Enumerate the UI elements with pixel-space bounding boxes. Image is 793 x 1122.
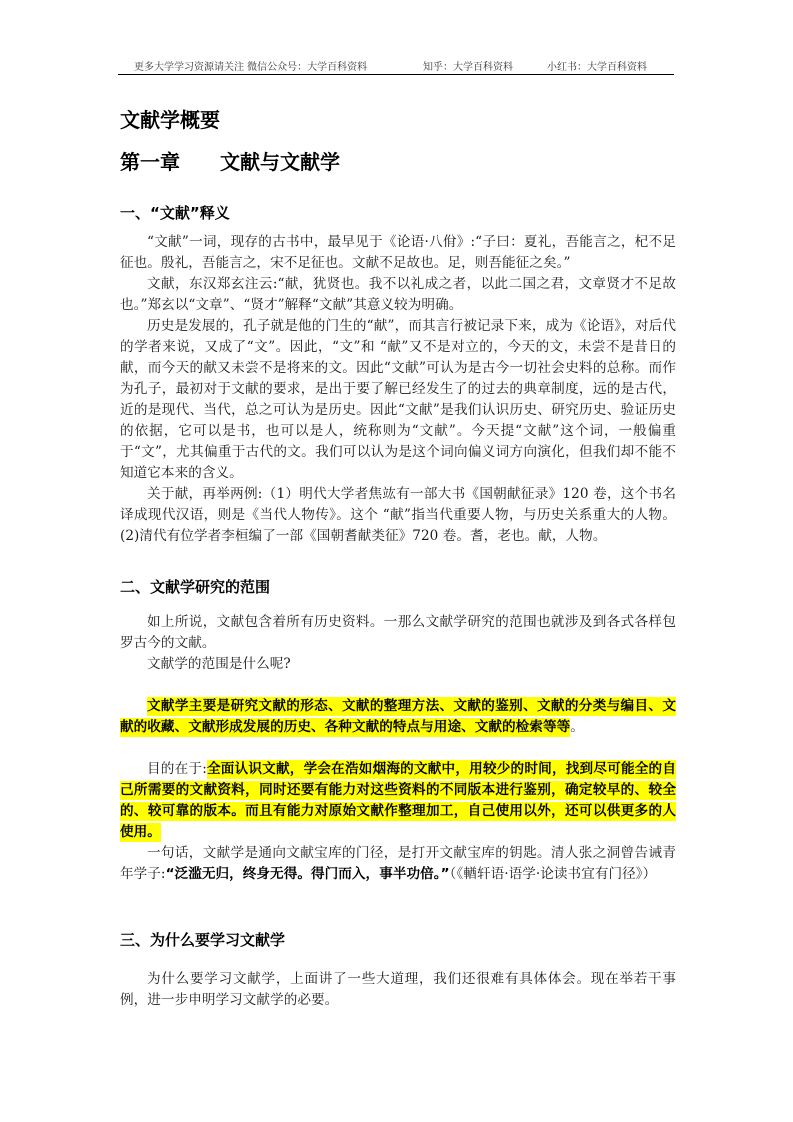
purpose-paragraph — [120, 759, 676, 843]
paragraph: 关于献，再举两例:（1）明代大学者焦竑有一部大书《国朝献征录》120 卷，这个书名译成现代汉语，则是《当代人物传》。这个 “献”指当代重要人物，与历史关系重大的人物。(2)清代有位学者李桓编了一部《国朝耆献类征》720 卷。耆，老也。献，人物。 — [120, 486, 676, 544]
section-heading-2: 二、文献学研究的范围 — [120, 578, 271, 596]
paragraph: 历史是发展的，孔子就是他的门生的“献”，而其言行被记录下来，成为《论语》，对后代的学者来说，又成了“文”。因此，“文”和 “献”又不是对立的，今天的文，未尝不是昔日的献，而今天的献又未尝不是将来的文。因此“文献”可认为是古今一切社会史料的总称。而作为孔子，最初对于文献的要求，是出于要了解已经发生了的过去的典章制度，远的是古代，近的是现代、当代，总之可认为是历史。因此“文献”是我们认识历史、研究历史、验证历史的依据，它可以是书，也可以是人，统称则为“文献”。今天提“文献”这个词，一般偏重于“文”，尤其偏重于古代的文。我们可以认为是这个词向偏义词方向演化，但我们却不能不知道它本来的含义。 — [120, 318, 676, 481]
page-header — [118, 56, 674, 75]
paragraph: 文献，东汉郑玄注云:“献，犹贤也。我不以礼成之者，以此二国之君，文章贤才不足故也。”郑玄以“文章”、“贤才”解释“文献”其意义较为明确。 — [120, 276, 676, 313]
highlighted-text: 全面认识文献，学会在浩如烟海的文献中，用较少的时间，找到尽可能全的自己所需要的文献资料，同时还要有能力对这些资料的不同版本进行鉴别，确定较早的、较全的、较可靠的版本。而且有能力对原始文献作整理加工，自己使用以外，还可以供更多的人使用。 — [120, 761, 676, 840]
paragraph-tail: 。 — [570, 719, 584, 735]
paragraph: 文献学的范围是什么呢? — [147, 656, 291, 672]
section-heading-3: 三、为什么要学习文献学 — [120, 931, 286, 949]
header-xiaohongshu-note: 小红书：大学百科资料 — [547, 62, 647, 73]
highlighted-text: 文献学主要是研究文献的形态、文献的整理方法、文献的鉴别、文献的分类与编目、文献的收藏、文献形成发展的历史、各种文献的特点与用途、文献的检索等等 — [120, 698, 676, 735]
chapter-name: 文献与文献学 — [220, 150, 340, 174]
paragraph: 为什么要学习文献学，上面讲了一些大道理，我们还很难有具体体会。现在举若干事例，进一步申明学习文献学的必要。 — [120, 971, 676, 1008]
quote-text: “泛滥无归，终身无得。得门而入，事半功倍。” — [165, 866, 450, 882]
highlighted-scope-paragraph — [120, 696, 676, 738]
section-heading-1: 一、“文献”释义 — [120, 204, 230, 222]
quote-lead: 一句话，文献学是通向文献宝库的门径，是打开文献宝库的钥匙。清人张之洞曾告诫青年学子: — [120, 845, 676, 882]
purpose-lead: 目的在于: — [147, 761, 207, 777]
quote-source: （《輶轩语·语学·论读书宜有门径》） — [449, 866, 657, 882]
document-title: 文献学概要 — [120, 108, 220, 132]
header-wechat-note: 更多大学学习资源请关注 微信公众号：大学百科资料 — [134, 62, 368, 73]
paragraph: “文献”一词，现存的古书中，最早见于《论语·八佾》:“子曰：夏礼，吾能言之，杞不足征也。殷礼，吾能言之，宋不足征也。文献不足故也。足，则吾能征之矣。” — [120, 234, 676, 271]
chapter-title — [120, 146, 340, 175]
quote-paragraph — [120, 843, 676, 885]
chapter-number: 第一章 — [120, 150, 180, 174]
header-zhihu-note: 知乎：大学百科资料 — [423, 62, 513, 73]
paragraph: 如上所说，文献包含着所有历史资料。一那么文献学研究的范围也就涉及到各式各样包罗古今的文献。 — [120, 614, 676, 651]
